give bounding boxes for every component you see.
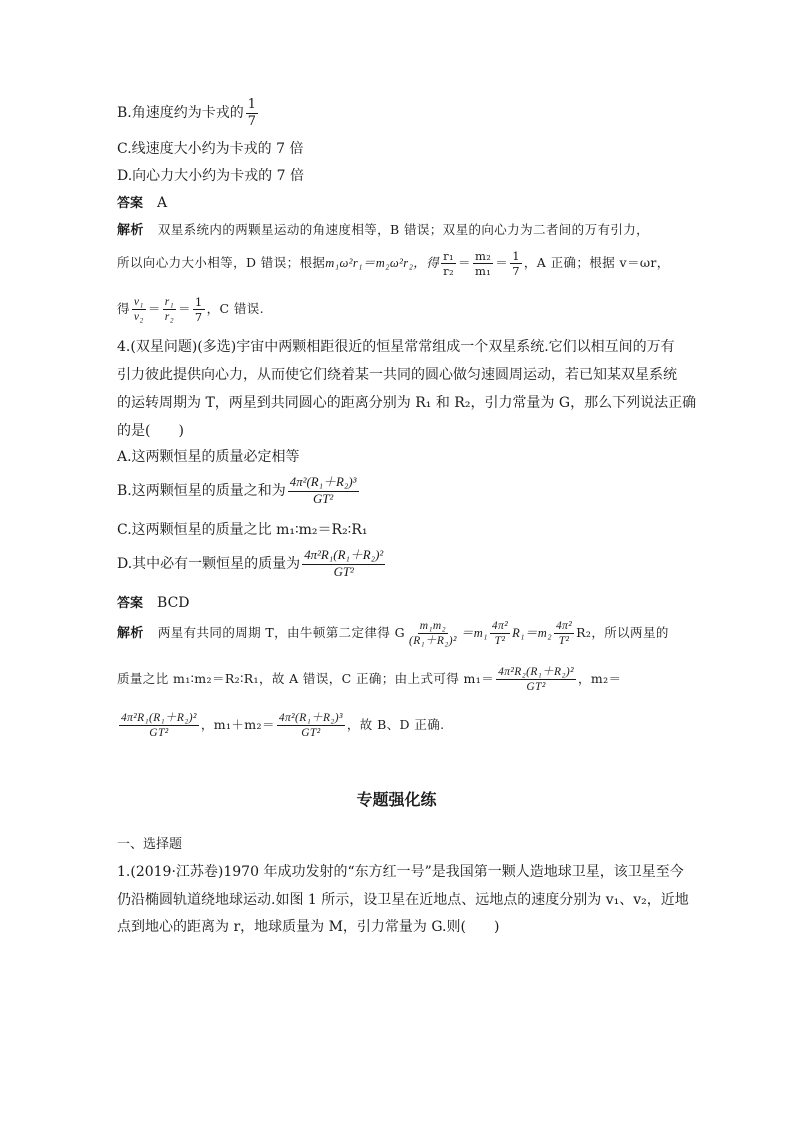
q1-line1: 1.(2019·江苏卷)1970 年成功发射的“东方红一号”是我国第一颗人造地球卫星，该卫星至今 [117, 864, 684, 880]
q4-option-c: C.这两颗恒星的质量之比 m₁∶m₂＝R₂∶R₁ [117, 522, 368, 538]
q4-explanation-line2: 质量之比 m₁∶m₂＝R₂∶R₁，故 A 错误，C 正确；由上式可得 m₁＝ $\frac{\text{4π²R₂(R₁＋R₂)²}}{\text{GT²}}$ ，m₂＝ [117, 666, 622, 694]
q3-explanation-line2: 所以向心力大小相等，D 错误；根据m₁ω²r₁＝m₂ω²r₂，得 $\frac{\text{r₁}}{\text{r₂}}$ ＝ $\frac{\text{m₂}}{\text{m₁}}$ ＝ $\frac{1}{7}$ ，A 正确；根据 v＝ωr， [117, 249, 670, 279]
q3-option-d: D.向心力大小约为卡戎的 7 倍 [117, 168, 304, 184]
q3-explanation-line1: 解析 双星系统内的两颗星运动的角速度相等，B 错误；双星的向心力为二者间的万有引力， [117, 222, 650, 238]
q4-option-d: D.其中必有一颗恒星的质量为 $\frac{\text{4π²R₁(R₁＋R₂)²}}{\text{GT²}}$ [117, 548, 384, 579]
q4-option-a: A.这两颗恒星的质量必定相等 [117, 449, 300, 465]
q4-stem-line3: 的运转周期为 T，两星到共同圆心的距离分别为 R₁ 和 R₂，引力常量为 G，那么下列说法正确 [117, 395, 697, 411]
q4-option-b: B.这两颗恒星的质量之和为 $\frac{\text{4π²(R₁＋R₂)³}}{\text{GT²}}$ [117, 475, 357, 506]
section-title: 专题强化练 [356, 790, 437, 809]
q3-option-b: B.角速度约为卡戎的 $\frac{1}{7}$ [117, 97, 256, 129]
q4-stem-line1: 4.(双星问题)(多选)宇宙中两颗相距很近的恒星常常组成一个双星系统.它们以相互间的万有 [117, 339, 675, 355]
q4-answer: 答案 BCD [117, 595, 190, 611]
q3-explanation-line3: 得 $\frac{\text{v₁}}{\text{v₂}}$ ＝ $\frac{\text{r₁}}{\text{r₂}}$ ＝ $\frac{1}{7}$ ，C 错误. [117, 295, 265, 325]
q1-line3: 点到地心的距离为 r，地球质量为 M，引力常量为 G.则( ) [117, 919, 500, 935]
q3-answer: 答案 A [117, 195, 168, 211]
q3-option-c: C.线速度大小约为卡戎的 7 倍 [117, 141, 304, 157]
fraction: $\frac{1}{7}$ [247, 97, 256, 129]
section-heading: 一、选择题 [117, 837, 183, 852]
q1-line2: 仍沿椭圆轨道绕地球运动.如图 1 所示，设卫星在近地点、远地点的速度分别为 v₁、v₂，近地 [117, 892, 689, 908]
q4-stem-line4: 的是( ) [117, 423, 184, 439]
q4-stem-line2: 引力彼此提供向心力，从而使它们绕着某一共同的圆心做匀速圆周运动，若已知某双星系统 [117, 367, 677, 383]
q4-explanation-line1: 解析 两星有共同的周期 T，由牛顿第二定律得 G $\frac{\text{m₁m₂}}{\text{(R₁＋R₂)²}}$ ＝m₁ $\frac{\text{4π²}}{\text{T²}}$ R₁＝m₂ $\frac{\text{4π²}}{\text{T²}}$ R₂，所以两星的 [117, 620, 669, 648]
q4-explanation-line3: $\frac{\text{4π²R₁(R₁＋R₂)²}}{\text{GT²}}$ ，m₁＋m₂＝ $\frac{\text{4π²(R₁＋R₂)³}}{\text{GT²}}$ ，故 B、D 正确. [121, 712, 445, 740]
